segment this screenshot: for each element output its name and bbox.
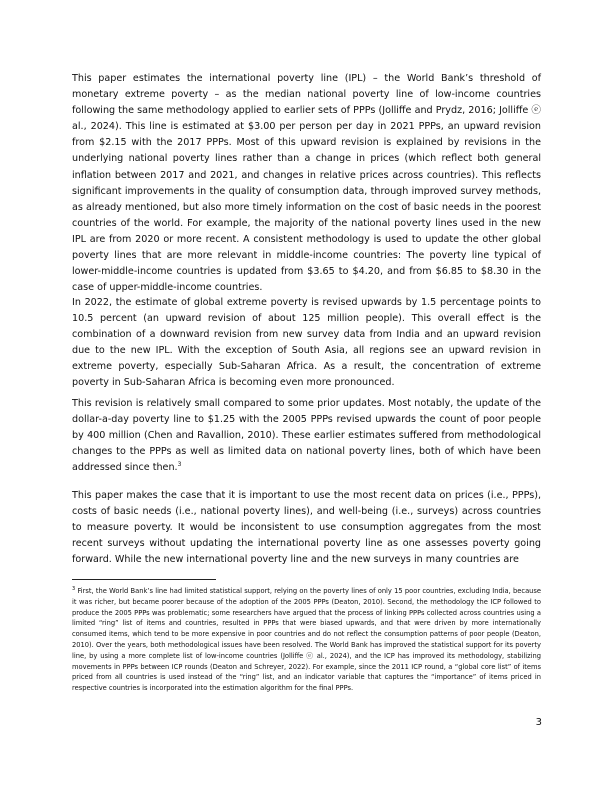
paragraph-ipl-estimate	[72, 71, 541, 296]
footnote	[72, 586, 541, 694]
paragraph-text: This revision is relatively small compared to some prior updates. Most notably, the update of the dollar-a-day poverty line to $1.25 with the 2005 PPPs revised upwards the count of poor people by 400 million (Chen and Ravallion, 2010). These earlier estimates suffered from methodological changes to the PPPs as well as limited data on national poverty lines, both of which have been addressed since then.	[72, 398, 541, 474]
paragraph-prior-updates	[72, 396, 541, 476]
footnote-text: First, the World Bank’s line had limited statistical support, relying on the poverty lines of only 15 poor countries, excluding India, because it was richer, but became poorer because of the adoption of the 2005 PPPs (Deaton, 2010). Second, the methodology the ICP followed to produce the 2005 PPPs was problematic; some researchers have argued that the process of linking PPPs collected across countries using a limited “ring” list of items and countries, resulted in PPPs that were biased upwards, and that were driven by more internationally consumed items, which tend to be more expensive in poor countries and do not reflect the consumption patterns of poor people (Deaton, 2010). Over the years, both methodological issues have been resolved. The World Bank has improved the statistical support for its poverty line, by using a more complete list of low-income countries (Jolliffe ⓔ al., 2024), and the ICP has improved its methodology, stabilizing movements in PPPs between ICP rounds (Deaton and Schreyer, 2022). For example, since the 2011 ICP round, a “global core list” of items priced from all countries is used instead of the “ring” list, and an indicator variable that captures the “importance” of items priced in respective countries is incorporated into the estimation algorithm for the final PPPs.	[72, 587, 541, 693]
footnote-separator	[72, 579, 216, 580]
page-number: 3	[535, 717, 542, 728]
paragraph-text: This paper estimates the international poverty line (IPL) – the World Bank’s threshold of monetary extreme poverty – as the median national poverty line of low-income countries following the same methodology applied to earlier sets of PPPs (Jolliffe and Prydz, 2016; Jolliffe ⓔ al., 2024). This line is estimated at $3.00 per person per day in 2021 PPPs, an upward revision from $2.15 with the 2017 PPPs. Most of this upward revision is explained by revisions in the underlying national poverty lines rather than a change in prices (which reflect both general inflation between 2017 and 2021, and changes in relative prices across countries). This reflects significant improvements in the quality of consumption data, through improved survey methods, as already mentioned, but also more timely information on the cost of basic needs in the poorest countries of the world. For example, the majority of the national poverty lines used in the new IPL are from 2020 or more recent. A consistent methodology is used to update the other global poverty lines that are more relevant in middle-income countries: The poverty line typical of lower-middle-income countries is updated from $3.65 to $4.20, and from $6.85 to $8.30 in the case of upper-middle-income countries.	[72, 73, 541, 294]
paragraph-2022-poverty-revision	[72, 295, 541, 392]
paragraph-text: This paper makes the case that it is important to use the most recent data on prices (i.e., PPPs), costs of basic needs (i.e., national poverty lines), and well-being (i.e., surveys) across countries to measure poverty. It would be inconsistent to use consumption aggregates from the most recent surveys without updating the international poverty line as one assesses poverty going forward. While the new international poverty line and the new surveys in many countries are	[72, 490, 541, 566]
footnote-reference[interactable]: 3	[177, 461, 182, 469]
footnote-mark: 3	[72, 585, 76, 592]
paragraph-recent-data-case	[72, 488, 541, 568]
paragraph-text: In 2022, the estimate of global extreme poverty is revised upwards by 1.5 percentage points to 10.5 percent (an upward revision of about 125 million people). This overall effect is the combination of a downward revision from new survey data from India and an upward revision due to the new IPL. With the exception of South Asia, all regions see an upward revision in extreme poverty, especially Sub-Saharan Africa. As a result, the concentration of extreme poverty in Sub-Saharan Africa is becoming even more pronounced.	[72, 297, 541, 389]
